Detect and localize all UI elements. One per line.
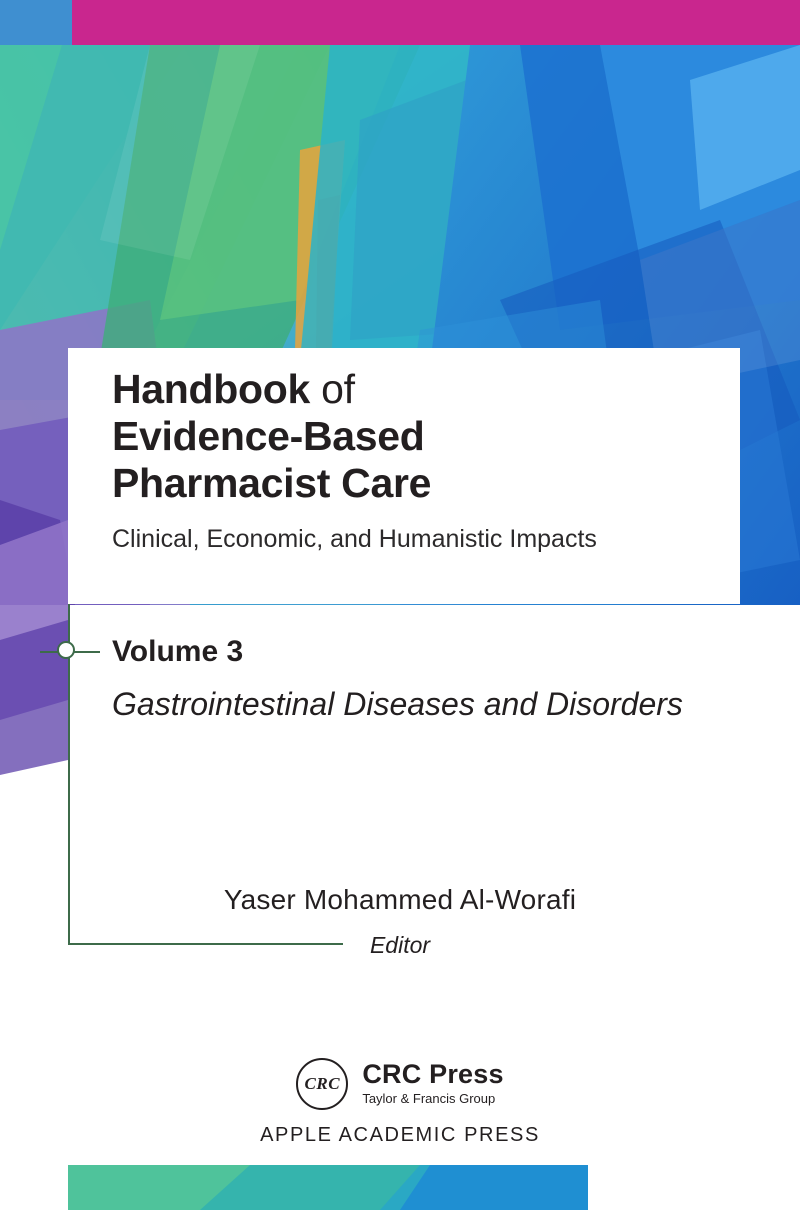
book-title — [112, 366, 732, 507]
title-block — [112, 366, 732, 554]
book-title-line1-light: of — [310, 366, 355, 412]
crc-press-logo-row — [296, 1058, 503, 1110]
book-title-line3: Pharmacist Care — [112, 460, 432, 506]
bracket-circle-icon — [57, 641, 75, 659]
publisher-name: CRC Press — [362, 1059, 504, 1089]
publisher-group: Taylor & Francis Group — [362, 1091, 496, 1106]
crc-press-text — [362, 1060, 503, 1108]
volume-title: Gastrointestinal Diseases and Disorders — [112, 686, 683, 722]
book-title-line2: Evidence-Based — [112, 413, 425, 459]
volume-label: Volume 3 — [112, 635, 244, 668]
book-subtitle: Clinical, Economic, and Humanistic Impacts — [112, 525, 597, 553]
imprint-name: APPLE ACADEMIC PRESS — [260, 1124, 540, 1146]
book-title-line1-bold: Handbook — [112, 366, 311, 412]
crc-logo-text: CRC — [304, 1074, 341, 1093]
publisher-block — [0, 1058, 800, 1147]
editor-name: Yaser Mohammed Al-Worafi — [223, 884, 577, 915]
crc-circle-icon — [296, 1058, 348, 1110]
editor-role: Editor — [369, 932, 431, 958]
volume-block — [112, 634, 732, 725]
